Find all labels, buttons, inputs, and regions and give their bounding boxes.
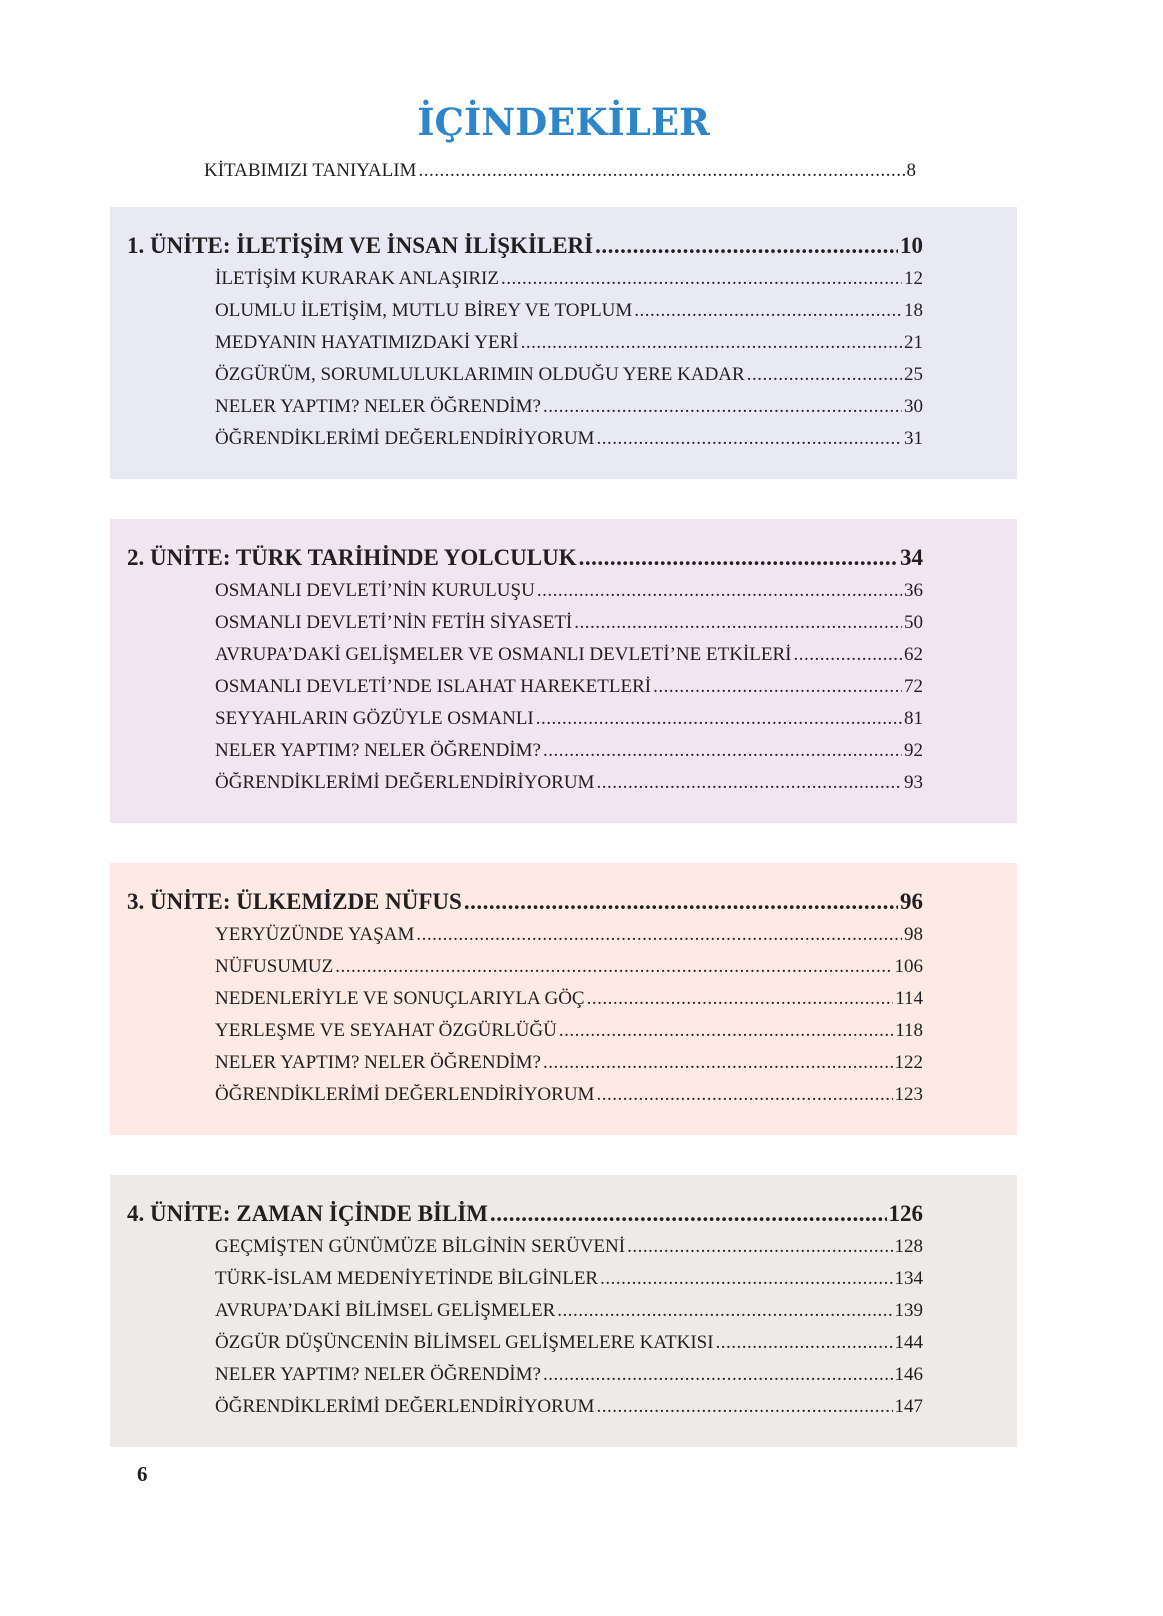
unit-section-4 [110, 1175, 1017, 1447]
toc-entry[interactable] [215, 1300, 923, 1332]
unit-heading[interactable] [127, 233, 923, 259]
entry-page: 50 [904, 612, 923, 633]
entry-page: 34 [900, 545, 923, 570]
entry-page: 96 [900, 889, 923, 914]
dot-leader [595, 233, 898, 259]
toc-entry[interactable] [215, 612, 923, 644]
unit-section-3 [110, 863, 1017, 1135]
entry-label: YERYÜZÜNDE YAŞAM [215, 924, 415, 945]
toc-entry[interactable] [215, 772, 923, 804]
unit-entries [215, 924, 923, 1116]
entry-page: 126 [888, 1201, 923, 1226]
dot-leader [490, 1201, 886, 1227]
entry-label: ÖĞRENDİKLERİMİ DEĞERLENDİRİYORUM [215, 428, 595, 449]
entry-page: 21 [904, 332, 923, 353]
entry-page: 139 [894, 1300, 923, 1321]
entry-page: 106 [894, 956, 923, 977]
entry-label: 2. ÜNİTE: TÜRK TARİHİNDE YOLCULUK [127, 545, 577, 570]
dot-leader [543, 1052, 893, 1074]
entry-label: NELER YAPTIM? NELER ÖĞRENDİM? [215, 396, 541, 417]
entry-page: 144 [894, 1332, 923, 1353]
unit-heading[interactable] [127, 1201, 923, 1227]
entry-page: 12 [904, 268, 923, 289]
toc-entry[interactable] [215, 364, 923, 396]
entry-label: 4. ÜNİTE: ZAMAN İÇİNDE BİLİM [127, 1201, 489, 1226]
dot-leader [418, 160, 904, 182]
dot-leader [501, 268, 902, 290]
entry-label: NÜFUSUMUZ [215, 956, 334, 977]
toc-entry[interactable] [215, 708, 923, 740]
dot-leader [559, 1020, 893, 1042]
entry-page: 8 [906, 160, 916, 181]
entry-label: OLUMLU İLETİŞİM, MUTLU BİREY VE TOPLUM [215, 300, 633, 321]
entry-page: 10 [900, 233, 923, 258]
entry-label: KİTABIMIZI TANIYALIM [204, 160, 417, 181]
entry-page: 92 [904, 740, 923, 761]
toc-entry[interactable] [215, 676, 923, 708]
dot-leader [537, 580, 902, 602]
dot-leader [579, 545, 898, 571]
entry-page: 134 [894, 1268, 923, 1289]
toc-entry[interactable] [215, 644, 923, 676]
dot-leader [600, 1268, 892, 1290]
toc-entry[interactable] [215, 924, 923, 956]
dot-leader [596, 772, 902, 794]
dot-leader [464, 889, 898, 915]
entry-page: 18 [904, 300, 923, 321]
unit-section-1 [110, 207, 1017, 479]
dot-leader [627, 1236, 892, 1258]
entry-page: 147 [894, 1396, 923, 1417]
entry-label: SEYYAHLARIN GÖZÜYLE OSMANLI [215, 708, 534, 729]
toc-entry[interactable] [215, 300, 923, 332]
entry-page: 118 [895, 1020, 923, 1041]
dot-leader [587, 988, 894, 1010]
toc-entry[interactable] [215, 1236, 923, 1268]
dot-leader [557, 1300, 892, 1322]
dot-leader [543, 396, 902, 418]
entry-label: 1. ÜNİTE: İLETİŞİM VE İNSAN İLİŞKİLERİ [127, 233, 594, 258]
entry-label: İLETİŞİM KURARAK ANLAŞIRIZ [215, 268, 499, 289]
toc-entry[interactable] [215, 1332, 923, 1364]
dot-leader [634, 300, 902, 322]
entry-page: 36 [904, 580, 923, 601]
unit-section-2 [110, 519, 1017, 823]
entry-label: ÖĞRENDİKLERİMİ DEĞERLENDİRİYORUM [215, 772, 595, 793]
entry-label: NELER YAPTIM? NELER ÖĞRENDİM? [215, 1364, 541, 1385]
dot-leader [416, 924, 902, 946]
entry-label: TÜRK-İSLAM MEDENİYETİNDE BİLGİNLER [215, 1268, 599, 1289]
entry-label: YERLEŞME VE SEYAHAT ÖZGÜRLÜĞÜ [215, 1020, 557, 1041]
entry-label: AVRUPA’DAKİ GELİŞMELER VE OSMANLI DEVLETİ’NE ETKİLERİ [215, 644, 792, 665]
dot-leader [653, 676, 902, 698]
page-number: 6 [137, 1462, 148, 1486]
entry-label: ÖZGÜRÜM, SORUMLULUKLARIMIN OLDUĞU YERE KADAR [215, 364, 745, 385]
dot-leader [793, 644, 902, 666]
entry-page: 98 [904, 924, 923, 945]
toc-entry[interactable] [215, 988, 923, 1020]
dot-leader [596, 1396, 892, 1418]
entry-label: OSMANLI DEVLETİ’NDE ISLAHAT HAREKETLERİ [215, 676, 652, 697]
entry-page: 81 [904, 708, 923, 729]
toc-entry[interactable] [215, 956, 923, 988]
toc-entry[interactable] [215, 580, 923, 612]
entry-page: 114 [895, 988, 923, 1009]
entry-label: 3. ÜNİTE: ÜLKEMİZDE NÜFUS [127, 889, 462, 914]
toc-entry[interactable] [215, 332, 923, 364]
entry-page: 146 [894, 1364, 923, 1385]
toc-entry[interactable] [215, 1020, 923, 1052]
entry-page: 93 [904, 772, 923, 793]
entry-page: 128 [894, 1236, 923, 1257]
dot-leader [716, 1332, 893, 1354]
dot-leader [596, 428, 902, 450]
dot-leader [543, 740, 902, 762]
dot-leader [335, 956, 892, 978]
toc-entry[interactable] [215, 1052, 923, 1084]
entry-page: 62 [904, 644, 923, 665]
toc-entry[interactable] [215, 396, 923, 428]
toc-entry[interactable] [215, 268, 923, 300]
entry-label: ÖĞRENDİKLERİMİ DEĞERLENDİRİYORUM [215, 1396, 595, 1417]
dot-leader [521, 332, 902, 354]
toc-entry[interactable] [215, 1268, 923, 1300]
toc-entry[interactable] [215, 428, 923, 460]
dot-leader [574, 612, 902, 634]
toc-entry[interactable] [215, 1084, 923, 1116]
entry-label: GEÇMİŞTEN GÜNÜMÜZE BİLGİNİN SERÜVENİ [215, 1236, 626, 1257]
page-title: İÇİNDEKİLER [417, 100, 710, 144]
dot-leader [596, 1084, 892, 1106]
entry-label: ÖZGÜR DÜŞÜNCENİN BİLİMSEL GELİŞMELERE KATKISI [215, 1332, 714, 1353]
toc-entry[interactable] [215, 740, 923, 772]
dot-leader [543, 1364, 893, 1386]
entry-page: 122 [894, 1052, 923, 1073]
entry-label: OSMANLI DEVLETİ’NİN FETİH SİYASETİ [215, 612, 573, 633]
entry-page: 25 [904, 364, 923, 385]
entry-label: NEDENLERİYLE VE SONUÇLARIYLA GÖÇ [215, 988, 585, 1009]
entry-label: MEDYANIN HAYATIMIZDAKİ YERİ [215, 332, 519, 353]
dot-leader [536, 708, 902, 730]
dot-leader [747, 364, 902, 386]
unit-entries [215, 580, 923, 804]
toc-entry-intro[interactable] [204, 160, 916, 182]
unit-heading[interactable] [127, 545, 923, 571]
toc-entry[interactable] [215, 1396, 923, 1428]
unit-heading[interactable] [127, 889, 923, 915]
toc-entry[interactable] [215, 1364, 923, 1396]
entry-page: 72 [904, 676, 923, 697]
entry-label: ÖĞRENDİKLERİMİ DEĞERLENDİRİYORUM [215, 1084, 595, 1105]
entry-page: 123 [894, 1084, 923, 1105]
entry-page: 30 [904, 396, 923, 417]
entry-label: NELER YAPTIM? NELER ÖĞRENDİM? [215, 740, 541, 761]
entry-label: NELER YAPTIM? NELER ÖĞRENDİM? [215, 1052, 541, 1073]
unit-entries [215, 268, 923, 460]
unit-entries [215, 1236, 923, 1428]
entry-page: 31 [904, 428, 923, 449]
entry-label: AVRUPA’DAKİ BİLİMSEL GELİŞMELER [215, 1300, 556, 1321]
entry-label: OSMANLI DEVLETİ’NİN KURULUŞU [215, 580, 535, 601]
